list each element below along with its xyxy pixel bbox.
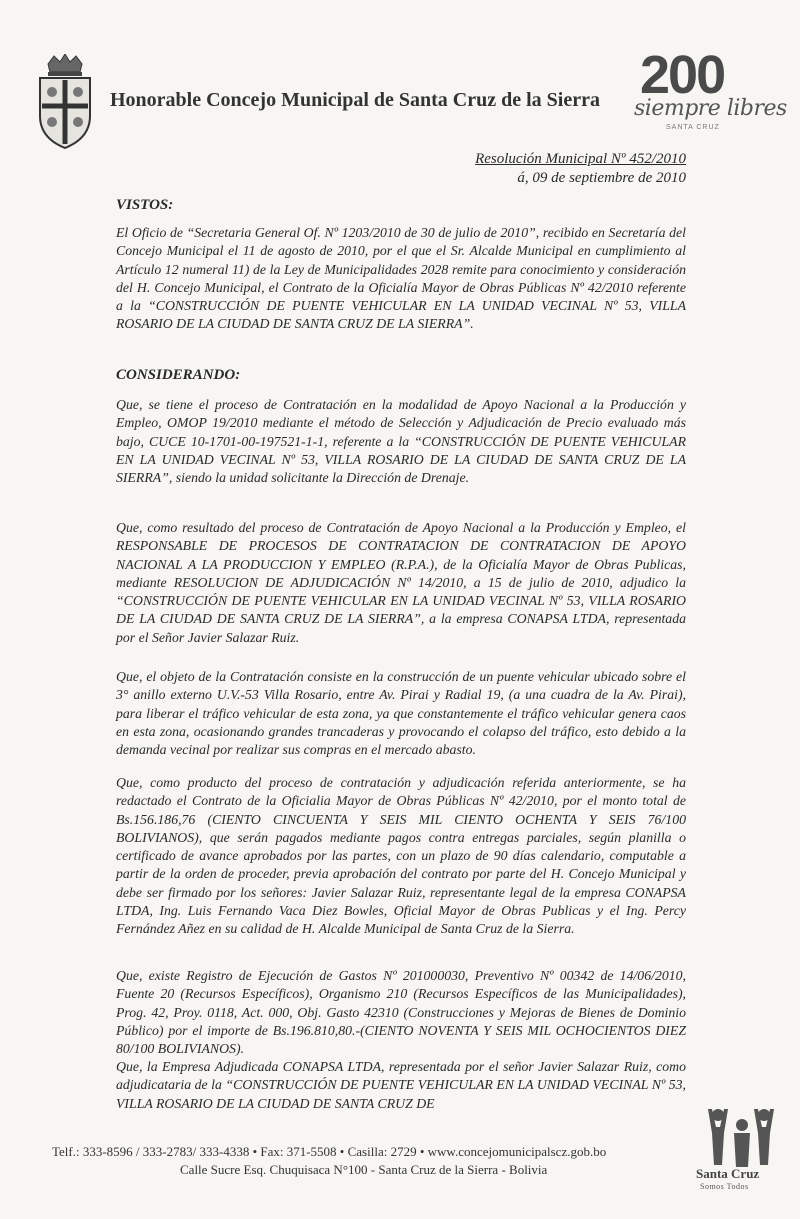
city-brand-name: Santa Cruz <box>696 1166 760 1181</box>
footer-contact: Telf.: 333-8596 / 333-2783/ 333-4338 • Fax: 371-5508 • Casilla: 2729 • www.concejomunicipalscz.gob.bo <box>52 1144 607 1159</box>
paragraph-considerando-1: Que, se tiene el proceso de Contratación en la modalidad de Apoyo Nacional a la Producción y Empleo, OMOP 19/2010 mediante el método de Selección y Adjudicación de Precio evaluado más bajo, CUCE 10-1701-00-197521-1-1, referente a la “CONSTRUCCIÓN DE PUENTE VEHICULAR EN LA UNIDAD VECINAL Nº 53, VILLA ROSARIO DE LA CIUDAD DE SANTA CRUZ DE LA SIERRA”, siendo la unidad solicitante la Dirección de Drenaje. <box>116 397 686 486</box>
paragraph-considerando-2: Que, como resultado del proceso de Contratación de Apoyo Nacional a la Producción y Empleo, el RESPONSABLE DE PROCESOS DE CONTRATACION DE CONTRATACION DE APOYO NACIONAL A LA PRODUCCION Y EMPLEO (R.P.A.), de la Oficialía Mayor de Obras Publicas, mediante RESOLUCION DE ADJUDICACIÓN Nº 14/2010, a 15 de julio de 2010, adjudico la “CONSTRUCCIÓN DE PUENTE VEHICULAR EN LA UNIDAD VECINAL Nº 53, VILLA ROSARIO DE LA CIUDAD DE SANTA CRUZ DE LA SIERRA”, a la empresa CONAPSA LTDA, representada por el Señor Javier Salazar Ruiz. <box>116 520 686 645</box>
paragraph-considerando-5: Que, existe Registro de Ejecución de Gastos Nº 201000030, Preventivo Nº 00342 de 14/06/2010, Fuente 20 (Recursos Específicos), Organismo 210 (Recursos Específicos de las Municipalidades), Prog. 42, Proy. 0118, Act. 000, Obj. Gasto 42310 (Construcciones y Mejoras de Bienes de Dominio Público) por el importe de Bs.196.810,80.-(CIENTO NOVENTA Y SEIS MIL OCHOCIENTOS DIEZ 80/100 BOLIVIANOS). <box>116 968 686 1057</box>
footer-address: Calle Sucre Esq. Chuquisaca N°100 - Santa Cruz de la Sierra - Bolivia <box>180 1162 548 1177</box>
paragraph-considerando-6: Que, la Empresa Adjudicada CONAPSA LTDA, representada por el señor Javier Salazar Ruiz, como adjudicataria de la “CONSTRUCCIÓN DE PUENTE VEHICULAR EN LA UNIDAD VECINAL Nº 53, VILLA ROSARIO DE LA CIUDAD DE SANTA CRUZ DE <box>116 1059 686 1111</box>
anniversary-number: 200 <box>640 45 725 105</box>
coat-of-arms-icon <box>34 54 96 150</box>
institution-name: Honorable Concejo Municipal de Santa Cruz de la Sierra <box>110 89 600 111</box>
paragraph-considerando-3: Que, el objeto de la Contratación consiste en la construcción de un puente vehicular ubicado sobre el 3° anillo externo U.V.-53 Villa Rosario, entre Av. Pirai y Radial 19, (a una cuadra de la Av. Pirai), para liberar el tráfico vehicular de esta zona, ya que constantemente el tráfico vehicular genera caos en esta zona, ocasionando grandes trancaderas y provocando el colapso del tráfico, esto debido a la demanda vecinal por realizar sus compras en el mercado abasto. <box>116 669 686 758</box>
heading-vistos: VISTOS: <box>116 197 174 213</box>
anniversary-slogan: siempre libres <box>634 96 787 121</box>
bicentennial-logo <box>628 44 787 134</box>
resolution-date: á, 09 de septiembre de 2010 <box>517 170 686 186</box>
paragraph-considerando-4: Que, como producto del proceso de contratación y adjudicación referida anteriormente, se ha redactado el Contrato de la Oficialia Mayor de Obras Públicas Nº 42/2010, por el monto total de Bs.156.186,76 (CIENTO CINCUENTA Y SEIS MIL CIENTO OCHENTA Y SEIS 76/100 BOLIVIANOS), que serán pagados mediante pagos contra entregas parciales, según planilla o certificado de avance aprobados por las partes, con un plazo de 90 días calendario, computable a partir de la orden de proceder, previa aprobación del contrato por parte del H. Concejo Municipal y debe ser firmado por los señores: Javier Salazar Ruiz, representante legal de la empresa CONAPSA LTDA, Ing. Luis Fernando Vaca Diez Bowles, Oficial Mayor de Obras Publicas y el Ing. Percy Fernández Añez en su calidad de H. Alcalde Municipal de Santa Cruz de la Sierra. <box>116 775 686 937</box>
heading-considerando: CONSIDERANDO: <box>116 367 241 383</box>
city-brand-tagline: Somos Todos <box>700 1182 749 1191</box>
paragraph-vistos: El Oficio de “Secretaria General Of. Nº 1203/2010 de 30 de julio de 2010”, recibido en Secretaría del Concejo Municipal el 11 de agosto de 2010, por el que el Sr. Alcalde Municipal en cumplimiento al Artículo 12 numeral 11) de la Ley de Municipalidades 2028 remite para conocimiento y consideración del H. Concejo Municipal, el Contrato de la Oficialía Mayor de Obras Públicas Nº 42/2010 referente a la “CONSTRUCCIÓN DE PUENTE VEHICULAR EN LA UNIDAD VECINAL Nº 53, VILLA ROSARIO DE LA CIUDAD DE SANTA CRUZ DE LA SIERRA”. <box>116 225 686 332</box>
resolution-title: Resolución Municipal Nº 452/2010 <box>475 151 686 167</box>
anniversary-place: SANTA CRUZ <box>666 124 720 131</box>
